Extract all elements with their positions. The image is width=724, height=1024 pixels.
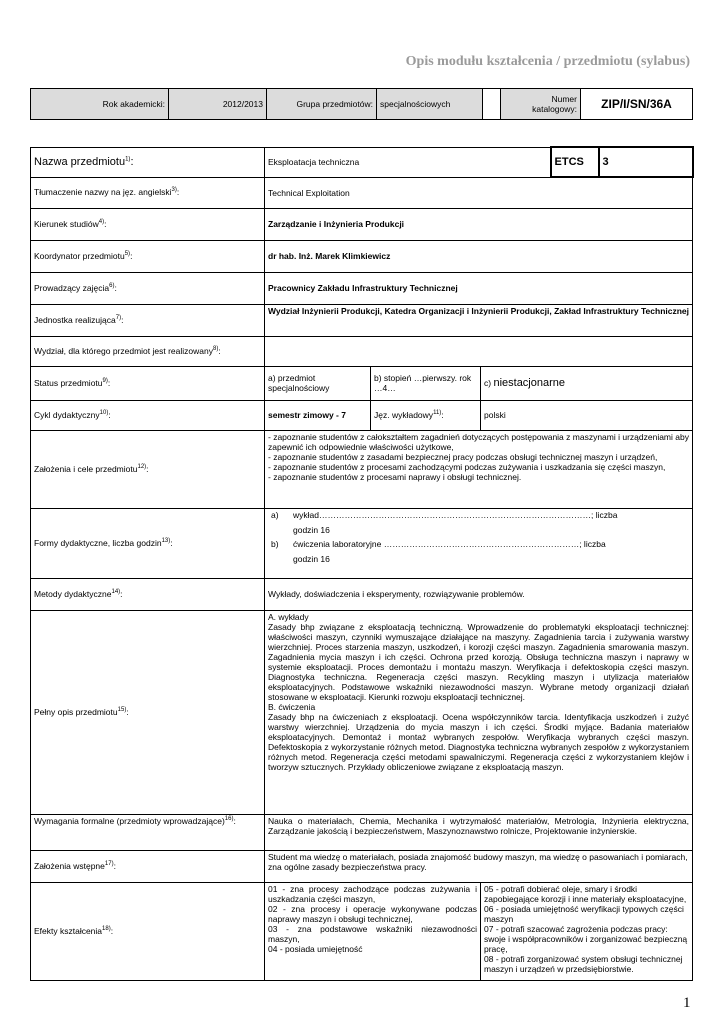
coordinator-value: dr hab. Inż. Marek Klimkiewicz [265, 240, 693, 272]
status-label: Status przedmiotu$^{9)}$: [31, 366, 265, 400]
requirements-label: Wymagania formalne (przedmioty wprowadzające)$^{16)}$: [31, 814, 265, 850]
header-bar [30, 88, 693, 120]
faculty-label: Wydział, dla którego przedmiot jest realizowany$^{8)}$: [31, 336, 265, 366]
instructors-label: Prowadzący zajęcia$^{6)}$: [31, 272, 265, 304]
prerequisites-label: Założenia wstępne$^{17)}$: [31, 850, 265, 882]
unit-value: Wydział Inżynierii Produkcji, Katedra Organizacji i Inżynierii Produkcji, Zakład Infrastruktury Technicznej [265, 304, 693, 336]
forms-label: Formy dydaktyczne, liczba godzin$^{13)}$: [31, 508, 265, 578]
methods-label: Metody dydaktyczne$^{14)}$: [31, 578, 265, 610]
prerequisites-value: Student ma wiedzę o materiałach, posiada znajomość budowy maszyn, ma wiedzę o pasowaniach i pomiarach, zna ogólne zasady bezpieczeństwa pracy. [265, 850, 693, 882]
document-title: Opis modułu kształcenia / przedmiotu (sylabus) [405, 54, 690, 69]
language-label: Jęz. wykładowy$^{11)}$: [371, 400, 481, 430]
ects-value: 3 [599, 147, 693, 177]
full-description-value [265, 610, 693, 814]
lectures-text: Zasady bhp związane z eksploatacją techniczną. Wprowadzenie do problematyki eksploatacji technicznej: właściwości maszyn, czynniki wymuszające działające na maszyny. Zagadnienia tarcia i zużywania warstwy wierzchniej. Proces starzenia maszyn, uszkodzeń, i korozji części maszyn. Zagadnienia smarowania maszyn. Zagadnienia mycia maszyn i ich części. Ochrona przed korozją. Obsługa techniczna maszyn i naprawy w systemie eksploatacji. Proces demontażu i montażu maszyn. Weryfikacja i defektoskopia części maszyn. Diagnostyka techniczna. Regeneracja części maszyn. Recykling maszyn i utylizacja materiałów eksploatacyjnych. Podstawowe wskaźniki niezawodności maszyn. Wybrane metody organizacji działań stosowane w eksploatacji. Kierunki rozwoju eksploatacji technicznej. [268, 621, 690, 702]
form-lab-hours: godzin 16 [293, 553, 330, 564]
english-name-label: Tłumaczenie nazwy na jęz. angielski$^{3)}$: [31, 177, 265, 208]
field-of-study-value: Zarządzanie i Inżynieria Produkcji [265, 208, 693, 240]
faculty-value [265, 336, 693, 366]
language-value: polski [481, 400, 693, 430]
full-description-label: Pełny opis przedmiotu$^{15)}$: [31, 610, 265, 814]
subject-group-label: Grupa przedmiotów: [267, 89, 377, 120]
form-lecture-hours: godzin 16 [293, 524, 330, 535]
status-a: a) przedmiot specjalnościowy [265, 366, 371, 400]
goals-value: - zapoznanie studentów z całokształtem zagadnień dotyczących postępowania z maszynami i urządzeniami aby zapewnić ich odpowiednie właściwości użytkowe, - zapoznanie studentów z zasadami bezpiecznej pracy podczas obsługi technicznej maszyn i urządzeń, - zapoznanie studentów z procesami zachodzącymi podczas zużywania i uszkadzania się części maszyn, - zapoznanie studentów z procesami naprawy i obsługi technicznej. [265, 430, 693, 508]
status-c: c) niestacjonarne [481, 366, 693, 400]
unit-label: Jednostka realizująca$^{7)}$: [31, 304, 265, 336]
forms-value [265, 508, 693, 578]
subject-group-value: specjalnościowych [377, 89, 483, 120]
requirements-value: Nauka o materiałach, Chemia, Mechanika i wytrzymałość materiałów, Metrologia, Inżynieria elektryczna, Zarządzanie jakością i bezpieczeństwem, Maszynoznawstwo rolnicze, Projektowanie inżynierskie. [265, 814, 693, 850]
methods-value: Wykłady, doświadczenia i eksperymenty, rozwiązywanie problemów. [265, 578, 693, 610]
outcomes-right: 05 - potrafi dobierać oleje, smary i środki zapobiegające korozji i inne materiały eksploatacyjne, 06 - posiada umiejętność weryfikacji typowych części maszyn 07 - potrafi szacować zagrożenia podczas pracy: swoje i współpracowników i zorganizować bezpieczną pracę, 08 - potrafi zorganizować system obsługi technicznej maszyn i urządzeń w przedsiębiorstwie. [481, 882, 693, 980]
academic-year-label: Rok akademicki: [31, 89, 169, 120]
coordinator-label: Koordynator przedmiotu$^{5)}$: [31, 240, 265, 272]
catalog-number-value: ZIP/I/SN/36A [581, 89, 693, 120]
cycle-label: Cykl dydaktyczny$^{10)}$: [31, 400, 265, 430]
instructors-value: Pracownicy Zakładu Infrastruktury Technicznej [265, 272, 693, 304]
lectures-heading: A. wykłady [268, 611, 309, 622]
academic-year-value: 2012/2013 [169, 89, 267, 120]
exercises-text: Zasady bhp na ćwiczeniach z eksploatacji. Ocena współczynników tarcia. Identyfikacja uszkodzeń i zużyć warstwy wierzchniej. Urządzenia do mycia maszyn i ich części. Środki myjące. Badania materiałów eksploatacyjnych. Demontaż i montaż wybranych zespołów. Weryfikacja wybranych części maszyn. Defektoskopia z wykorzystanie różnych metod. Diagnostyka techniczna wybranych zespołów z wykorzystaniem różnych metod. Regeneracja części metodami spawalniczymi. Regeneracja części z wykorzystaniem klejów i tworzyw sztucznych. Przykłady obliczeniowe związane z eksploatacją maszyn. [268, 711, 690, 772]
header-spacer [483, 89, 501, 120]
cycle-value: semestr zimowy - 7 [265, 400, 371, 430]
status-b: b) stopień …pierwszy. rok …4… [371, 366, 481, 400]
form-item-lab: b) ćwiczenia laboratoryjne ……………………………………………………………; liczba [271, 538, 606, 549]
course-name-value: Eksploatacja techniczna [265, 147, 551, 177]
syllabus-table [30, 146, 694, 981]
ects-label: ETCS [551, 147, 599, 177]
exercises-heading: B. ćwiczenia [268, 701, 316, 712]
field-of-study-label: Kierunek studiów$^{4)}$: [31, 208, 265, 240]
page-number: 1 [683, 995, 691, 1011]
course-name-label: Nazwa przedmiotu$^{1)}$: [31, 147, 265, 177]
outcomes-left: 01 - zna procesy zachodzące podczas zużywania i uszkadzania części maszyn, 02 - zna procesy i operacje wykonywane podczas naprawy maszyn i obsługi technicznej, 03 - zna podstawowe wskaźniki niezawodności maszyn, 04 - posiada umiejętność [265, 882, 481, 980]
outcomes-label: Efekty kształcenia$^{18)}$: [31, 882, 265, 980]
form-item-lecture: a) wykład……………………………………………………………………………………; liczba [271, 509, 618, 520]
english-name-value: Technical Exploitation [265, 177, 693, 208]
goals-label: Założenia i cele przedmiotu$^{12)}$: [31, 430, 265, 508]
catalog-number-label: Numer katalogowy: [501, 89, 581, 120]
